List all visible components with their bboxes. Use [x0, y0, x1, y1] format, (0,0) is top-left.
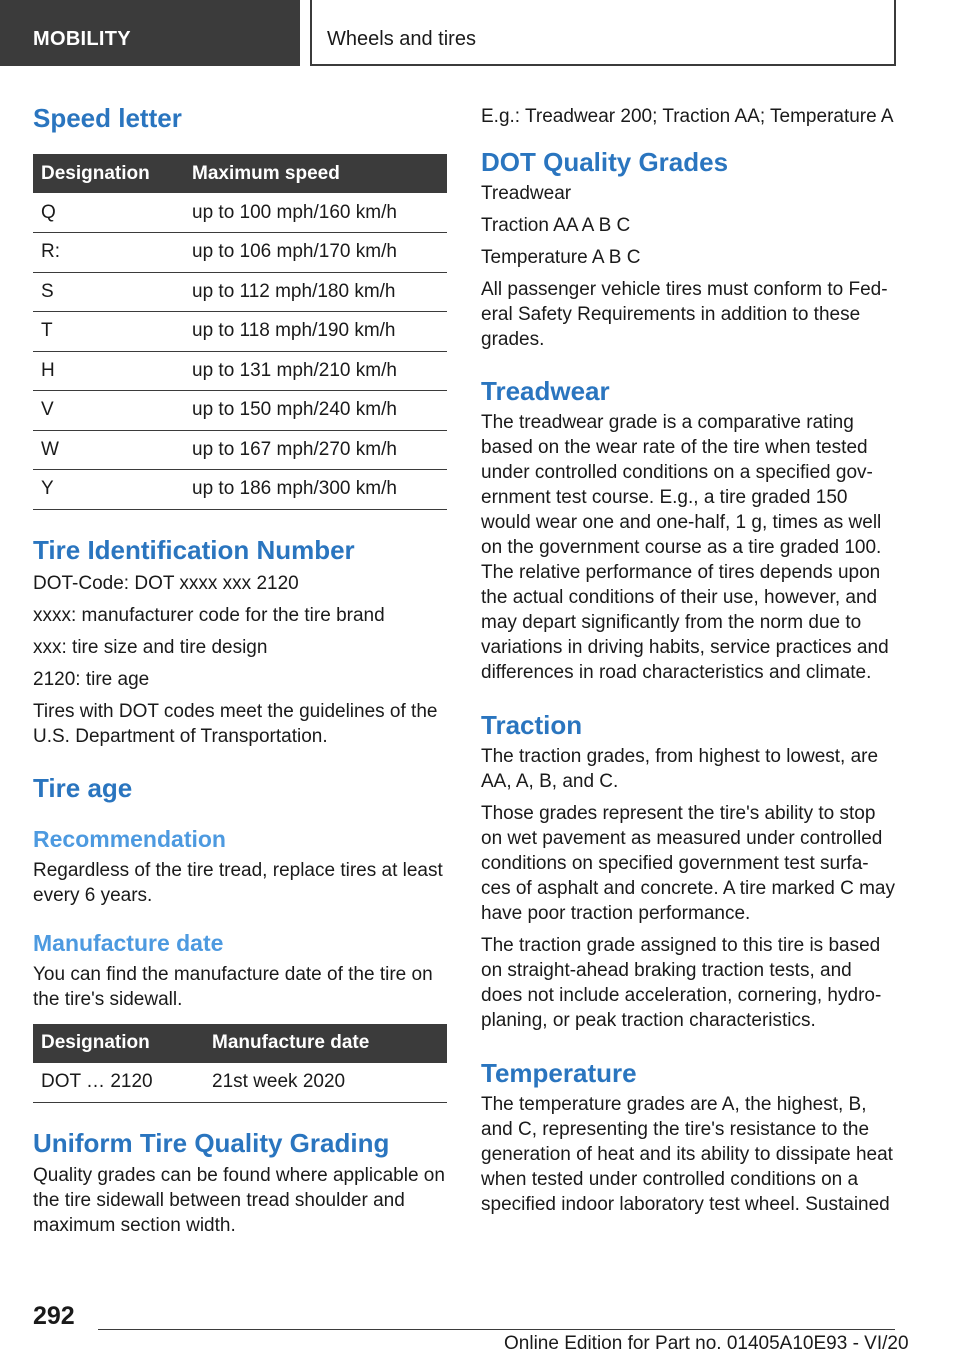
dot-line: Treadwear — [481, 183, 572, 204]
designation-cell: Y — [33, 470, 184, 510]
designation-cell: S — [33, 272, 184, 312]
left-column — [33, 94, 447, 1238]
header-section-label: MOBILITY — [33, 28, 131, 50]
speed-letter-table — [33, 154, 447, 510]
table-row — [33, 272, 447, 312]
table-row — [33, 470, 447, 510]
right-column — [481, 94, 896, 1217]
column-header: Maximum speed — [184, 154, 447, 193]
designation-cell: W — [33, 430, 184, 470]
manufacture-date-table — [33, 1024, 447, 1103]
dot-line: Temperature A B C — [481, 247, 641, 268]
tin-line: xxx: tire size and tire design — [33, 636, 268, 658]
header-section-tab — [0, 0, 300, 66]
example-text: E.g.: Treadwear 200; Traction AA; Temperature A — [481, 106, 894, 127]
page-number: 292 — [33, 1302, 75, 1330]
designation-cell: V — [33, 391, 184, 431]
designation-cell: R: — [33, 233, 184, 273]
tin-line: xxxx: manufacturer code for the tire brand — [33, 604, 385, 626]
header-subsection-label: Wheels and tires — [327, 28, 476, 50]
tire-age-heading: Tire age — [33, 772, 133, 803]
dot-quality-heading: DOT Quality Grades — [481, 147, 729, 177]
header-subsection-tab — [310, 0, 896, 66]
table-row — [33, 193, 447, 233]
utqg-text: Quality grades can be found where applicable on the tire sidewall between tread shoulder and maximum section width. — [33, 1164, 445, 1236]
table-row — [33, 312, 447, 352]
column-header: Designation — [33, 1024, 204, 1063]
utqg-heading: Uniform Tire Quality Grading — [33, 1127, 390, 1158]
tin-line: DOT-Code: DOT xxxx xxx 2120 — [33, 572, 299, 594]
tin-line: Tires with DOT codes meet the guidelines of the U.S. Department of Transportation. — [33, 700, 438, 747]
column-header: Manufacture date — [204, 1024, 447, 1063]
temperature-text: The temperature grades are A, the highest, B, and C, representing the tire's resistance to the generation of heat and its ability to dissipate heat when tested under controlled conditions on a specified indoor laboratory test wheel. Sustained — [481, 1094, 893, 1215]
speed-letter-heading: Speed letter — [33, 103, 182, 133]
traction-text: The traction grade assigned to this tire is based on straight-ahead braking traction tests, and does not include acceleration, cornering, hydro‐planing, or peak traction characteristics. — [481, 935, 882, 1031]
dot-line: All passenger vehicle tires must conform to Fed‐eral Safety Requirements in addition to these grades. — [481, 279, 888, 350]
speed-cell: up to 112 mph/180 km/h — [184, 272, 447, 312]
speed-cell: up to 150 mph/240 km/h — [184, 391, 447, 431]
manufacture-date-heading: Manufacture date — [33, 929, 224, 956]
table-row — [33, 1063, 447, 1103]
table-header-row — [33, 154, 447, 193]
designation-cell: DOT … 2120 — [33, 1063, 204, 1103]
traction-text: Those grades represent the tire's ability to stop on wet pavement as measured under controlled conditions on specified government test surfa‐ces of asphalt and concrete. A tire marked C may have poor traction performance. — [481, 803, 895, 924]
footer-divider — [98, 1329, 895, 1330]
speed-cell: up to 131 mph/210 km/h — [184, 351, 447, 391]
recommendation-text: Regardless of the tire tread, replace tires at least every 6 years. — [33, 859, 443, 906]
treadwear-text: The treadwear grade is a comparative rating based on the wear rate of the tire when tested under controlled conditions on a specified gov‐ernment test course. E.g., a tire graded 150 would wear one and one-half, 1 g, times as well on the government course as a tire graded 100. The relative performance of tires depends upon the actual conditions of their use, however, and may depart significantly from the norm due to variations in driving habits, service practices and differences in road characteristics and climate. — [481, 412, 889, 683]
table-row — [33, 233, 447, 273]
manufacture-date-text: You can find the manufacture date of the tire on the tire's sidewall. — [33, 963, 433, 1010]
speed-cell: up to 118 mph/190 km/h — [184, 312, 447, 352]
traction-heading: Traction — [481, 710, 583, 740]
speed-cell: up to 106 mph/170 km/h — [184, 233, 447, 273]
designation-cell: H — [33, 351, 184, 391]
dot-line: Traction AA A B C — [481, 215, 631, 236]
speed-cell: up to 167 mph/270 km/h — [184, 430, 447, 470]
speed-cell: up to 186 mph/300 km/h — [184, 470, 447, 510]
designation-cell: T — [33, 312, 184, 352]
tin-line: 2120: tire age — [33, 668, 150, 690]
column-header: Designation — [33, 154, 184, 193]
table-row — [33, 351, 447, 391]
table-row — [33, 391, 447, 431]
recommendation-heading: Recommendation — [33, 825, 226, 852]
tin-heading: Tire Identification Number — [33, 534, 355, 565]
edition-text: Online Edition for Part no. 01405A10E93 - VI/20 — [504, 1333, 909, 1354]
temperature-heading: Temperature — [481, 1058, 637, 1088]
speed-cell: up to 100 mph/160 km/h — [184, 193, 447, 233]
manufacture-date-cell: 21st week 2020 — [204, 1063, 447, 1103]
designation-cell: Q — [33, 193, 184, 233]
traction-text: The traction grades, from highest to lowest, are AA, A, B, and C. — [481, 746, 879, 792]
treadwear-heading: Treadwear — [481, 376, 610, 406]
table-row — [33, 430, 447, 470]
table-header-row — [33, 1024, 447, 1063]
